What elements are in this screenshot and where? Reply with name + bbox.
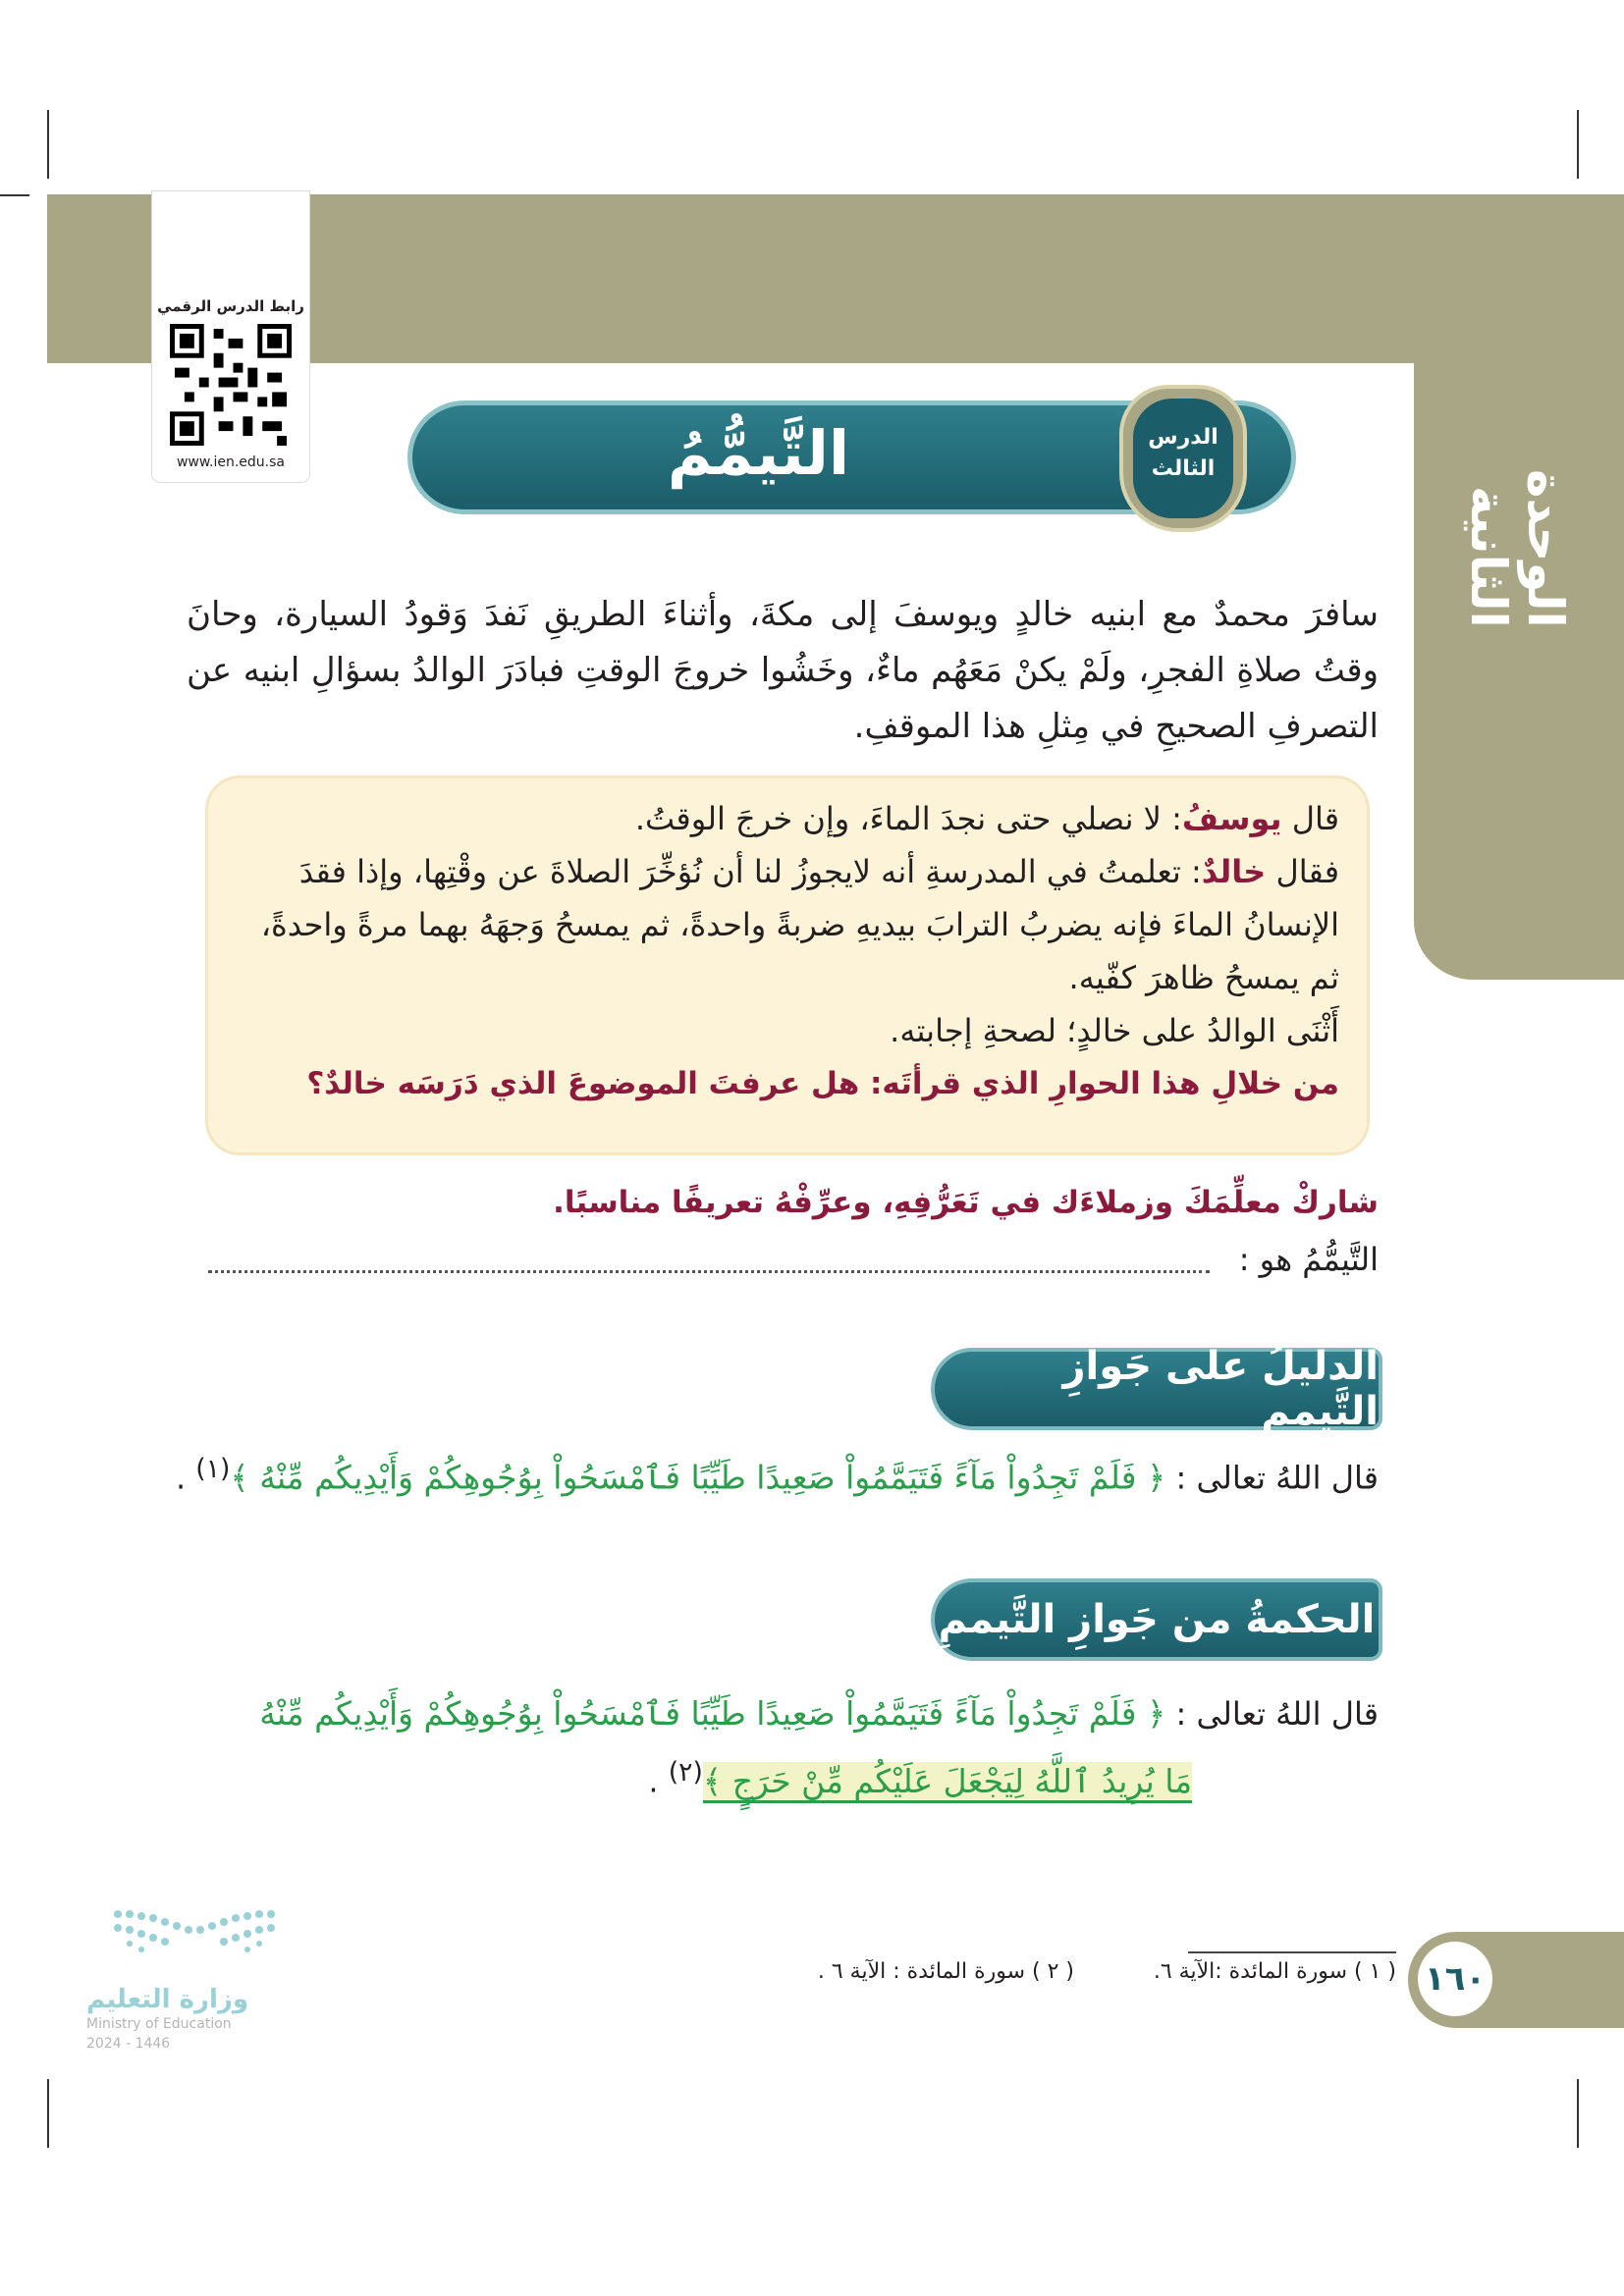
ministry-dots-icon xyxy=(106,1904,283,1973)
dialog-question: من خلالِ هذا الحوارِ الذي قرأتَه: هل عرفتَ الموضوعَ الذي دَرَسَه خالدٌ؟ xyxy=(306,1066,1339,1101)
section-wisdom-header: الحكمةُ من جَوازِ التَّيممِ xyxy=(931,1578,1382,1661)
section-wisdom-verse: قال اللهُ تعالى : ﴿ فَلَمْ تَجِدُواْ مَآءً فَتَيَمَّمُواْ صَعِيدًا طَيِّبًا فَٱمْسَحُواْ بِوُجُوهِكُمْ وَأَيْدِيكُم مِّنْهُ مَا يُرِيدُ ٱللَّهُ لِيَجْعَلَ عَلَيْكُم مِّنْ حَرَجٍ ﴾$^{(٢)}$ . xyxy=(259,1684,1379,1811)
qr-code-icon[interactable] xyxy=(170,324,292,446)
ministry-logo xyxy=(86,1904,283,2061)
section-evidence-header: الدليلُ على جَوازِ التَّيممِ xyxy=(931,1348,1382,1430)
quran-verse-line1: ﴿ فَلَمْ تَجِدُواْ مَآءً فَتَيَمَّمُواْ صَعِيدًا طَيِّبًا فَٱمْسَحُواْ بِوُجُوهِكُمْ وَأَيْدِيكُم مِّنْهُ xyxy=(259,1694,1166,1733)
section-evidence-verse: قال اللهُ تعالى : ﴿ فَلَمْ تَجِدُواْ مَآءً فَتَيَمَّمُواْ صَعِيدًا طَيِّبًا فَٱمْسَحُواْ بِوُجُوهِكُمْ وَأَيْدِيكُم مِّنْهُ ﴾$^{(١)}$ . xyxy=(175,1454,1379,1497)
qr-url[interactable]: www.ien.edu.sa xyxy=(176,454,286,470)
footnote-1: ( ١ ) سورة المائدة :الآية ٦. xyxy=(1153,1959,1396,1984)
footnote-ref: (١) xyxy=(195,1454,231,1484)
dialog-praise: أَثْنَى الوالدُ على خالدٍ؛ لصحةِ إجابته. xyxy=(890,1012,1339,1049)
crop-mark xyxy=(47,2079,49,2148)
crop-mark xyxy=(1577,2079,1579,2148)
dialog-yusuf: قال يوسفُ: لا نصلي حتى نجدَ الماءَ، وإن خرجَ الوقتُ. xyxy=(634,800,1339,837)
page-number: ١٦٠ xyxy=(1418,1942,1492,2016)
intro-paragraph: سافرَ محمدٌ مع ابنيه خالدٍ ويوسفَ إلى مكةَ، وأثناءَ الطريقِ نَفدَ وَقودُ السيارة، وحانَ وقتُ صلاةِ الفجرِ، ولَمْ يكنْ مَعَهُم ماءٌ، وخَشُوا خروجَ الوقتِ فبادَرَ الوالدُ بسؤالِ ابنيه عن التصرفِ الصحيحِ في مِثلِ هذا الموقفِ. xyxy=(187,595,1379,746)
quran-verse: ﴿ فَلَمْ تَجِدُواْ مَآءً فَتَيَمَّمُواْ صَعِيدًا طَيِّبًا فَٱمْسَحُواْ بِوُجُوهِكُمْ وَأَيْدِيكُم مِّنْهُ ﴾ xyxy=(230,1458,1166,1497)
unit-title: الوحدة الثانية xyxy=(1460,469,1574,628)
lesson-badge xyxy=(1119,385,1247,532)
speaker-khalid: خالدٌ xyxy=(1201,853,1267,890)
speaker-yusuf: يوسفُ xyxy=(1181,800,1282,837)
crop-mark xyxy=(0,194,29,196)
footnote-2: ( ٢ ) سورة المائدة : الآية ٦ . xyxy=(817,1959,1074,1984)
dialog-khalid: فقال خالدٌ: تعلمتُ في المدرسةِ أنه لايجوزُ لنا أن نُؤخِّرَ الصلاةَ عن وقْتِها، وإذا فقدَ الإنسانُ الماءَ فإنه يضربُ الترابَ بيديهِ ضربةً واحدةً، ثم يمسحُ وَجهَهُ بهما مرةً واحدةً، ثم يمسحُ ظاهرَ كفّيه. xyxy=(260,853,1339,996)
ministry-year: 2024 - 1446 xyxy=(86,2036,171,2052)
lesson-badge-line1: الدرس xyxy=(1148,425,1218,450)
qr-card[interactable] xyxy=(152,191,309,482)
crop-mark xyxy=(47,110,49,179)
lesson-badge-line2: الثالث xyxy=(1151,456,1216,481)
definition-label: التَّيمُّمُ هو : xyxy=(1238,1241,1379,1278)
qr-label: رابط الدرس الرقمي xyxy=(157,297,304,315)
ministry-name-en: Ministry of Education xyxy=(86,2016,232,2032)
definition-answer-line[interactable] xyxy=(208,1270,1210,1273)
share-instruction: شاركْ معلِّمَكَ وزملاءَك في تَعَرُّفِهِ، وعرِّفْهُ تعريفًا مناسبًا. xyxy=(553,1185,1379,1220)
quran-verse-line2-highlighted: مَا يُرِيدُ ٱللَّهُ لِيَجْعَلَ عَلَيْكُم مِّنْ حَرَجٍ ﴾ xyxy=(703,1762,1192,1803)
lesson-title: التَّيمُّمُ xyxy=(667,417,850,489)
footnote-divider xyxy=(1188,1951,1396,1953)
crop-mark xyxy=(1577,110,1579,179)
dialog-box xyxy=(208,778,1367,1152)
footnote-ref: (٢) xyxy=(668,1757,703,1788)
ministry-name-ar: وزارة التعليم xyxy=(86,1985,248,2014)
